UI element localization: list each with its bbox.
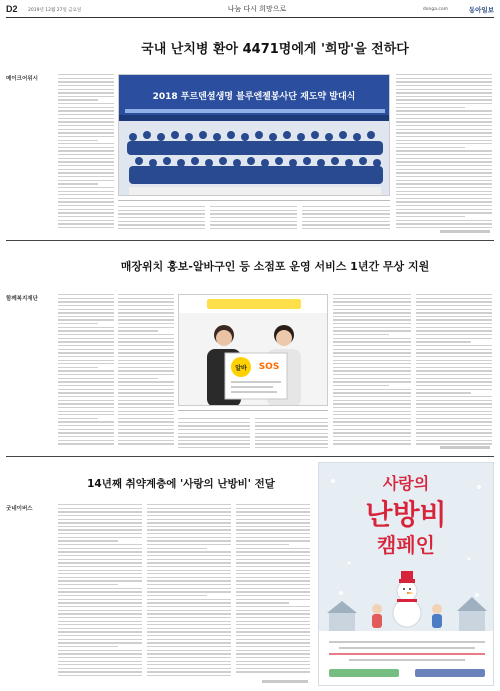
article1-col2 bbox=[118, 206, 205, 234]
article2-col2 bbox=[118, 294, 174, 450]
article3-col2 bbox=[147, 504, 231, 684]
article3-col3 bbox=[236, 504, 310, 684]
article2-org: 함께복지재단 bbox=[6, 296, 38, 302]
divider bbox=[6, 240, 494, 241]
article1-caption bbox=[118, 198, 390, 204]
article3-org: 굿네이버스 bbox=[6, 506, 33, 512]
article1-signature bbox=[440, 230, 490, 233]
page-header bbox=[6, 4, 494, 18]
article2-signature bbox=[440, 446, 490, 449]
issue-date: 2019년 12월 27일 금요일 bbox=[28, 8, 82, 13]
article1-photo bbox=[118, 74, 390, 196]
article2-col6 bbox=[416, 294, 492, 450]
article3-col1 bbox=[58, 504, 142, 684]
article3-signature bbox=[262, 680, 308, 683]
page-number: D2 bbox=[6, 4, 18, 14]
article1-col4 bbox=[302, 206, 390, 234]
newspaper-logo: 동아일보 bbox=[468, 6, 494, 14]
article1-org: 메이크어위시 bbox=[6, 76, 38, 82]
article2-caption bbox=[178, 408, 328, 414]
section-title: 나눔 다시 희망으로 bbox=[227, 5, 287, 13]
campaign-ad bbox=[318, 462, 494, 686]
svg-text:SOS: SOS bbox=[258, 362, 280, 372]
article1-headline: 국내 난치병 환아 4471명에게 '희망'을 전하다 bbox=[141, 42, 409, 57]
ad-title-line1: 사랑의 bbox=[382, 474, 430, 493]
article2-headline: 매장위치 홍보-알바구인 등 소점포 운영 서비스 1년간 무상 지원 bbox=[120, 260, 430, 273]
article3-headline: 14년째 취약계층에 '사랑의 난방비' 전달 bbox=[87, 478, 275, 490]
award-photo bbox=[179, 295, 328, 406]
article1-col1 bbox=[58, 74, 114, 234]
article2-photo bbox=[178, 294, 328, 406]
banner-title: 2018 푸르덴셜생명 블루엔젤봉사단 재도약 발대식 bbox=[152, 92, 356, 102]
article1-col5 bbox=[396, 74, 492, 234]
article2-col4 bbox=[255, 418, 328, 452]
website: donga.com bbox=[422, 7, 448, 12]
article2-col1 bbox=[58, 294, 114, 450]
divider bbox=[6, 456, 494, 457]
ad-title-line2: 난방비 bbox=[365, 498, 447, 531]
article1-col3 bbox=[210, 206, 297, 234]
svg-text:알바: 알바 bbox=[235, 365, 247, 372]
article2-col3 bbox=[178, 418, 250, 452]
article2-col5 bbox=[333, 294, 411, 450]
ad-title-line3: 캠페인 bbox=[377, 533, 435, 557]
